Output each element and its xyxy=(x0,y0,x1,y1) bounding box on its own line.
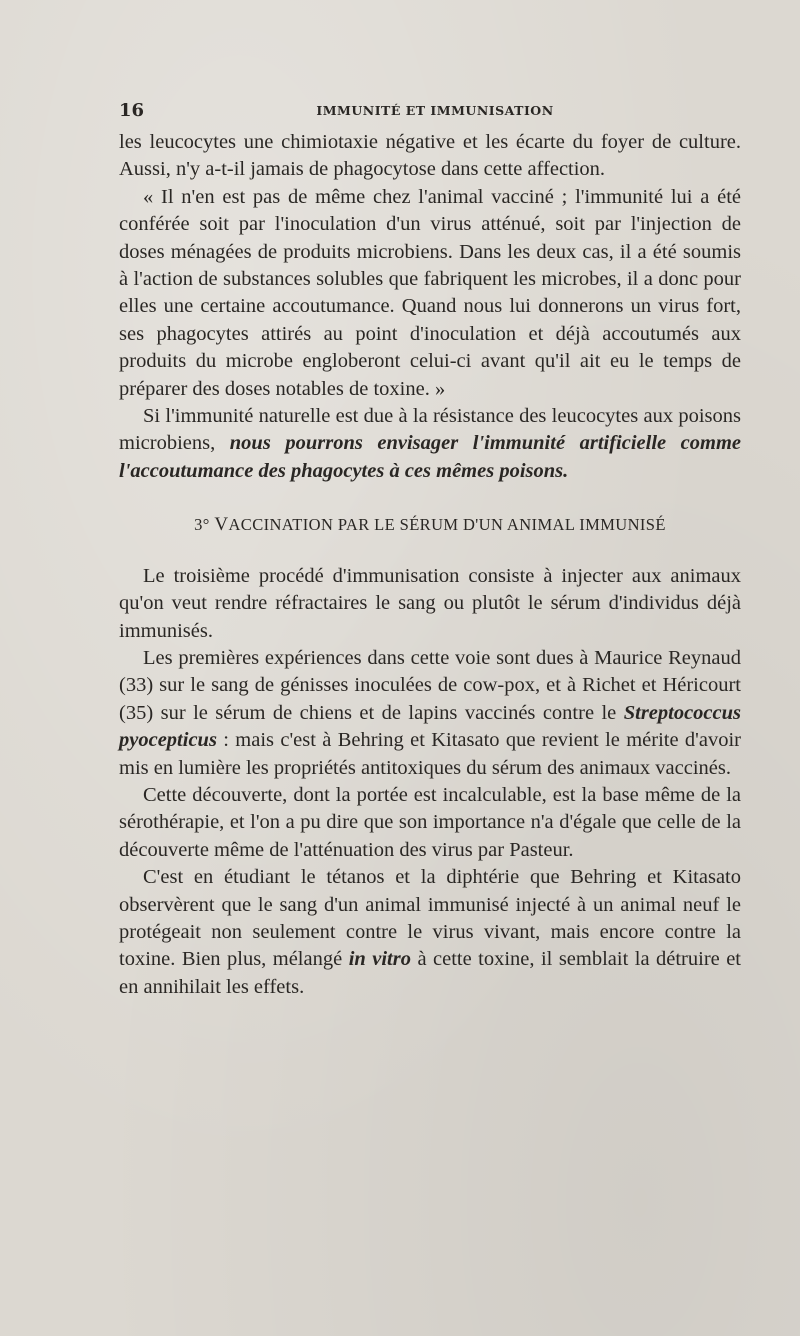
paragraph xyxy=(119,864,741,1001)
italic-text: nous pourrons envisager l'immunité artificielle comme l'accoutumance des phagocytes à ces mêmes poisons. xyxy=(119,432,741,482)
paragraph-text: C'est en étudiant le tétanos et la diphtérie que Behring et Kitasato observèrent que le sang d'un animal immunisé injecté à un animal neuf le protégeait non seulement contre le virus vivant, mais encore contre la toxine. Bien plus, mélangé xyxy=(119,866,741,971)
paragraph: Cette découverte, dont la portée est incalculable, est la base même de la sérothérapie, et l'on a pu dire que son importance n'a d'égale que celle de la découverte même de l'atténuation des virus par Pasteur. xyxy=(119,783,741,861)
paragraph-text: à cette toxine, il semblait la détruire et en annihilait les effets. xyxy=(119,948,741,998)
page-body xyxy=(119,129,741,1001)
running-title: IMMUNITÉ ET IMMUNISATION xyxy=(316,103,554,118)
italic-text: Streptococcus pyocepticus xyxy=(119,701,742,752)
paragraph-text: Si l'immunité naturelle est due à la résistance des leucocytes aux poisons microbiens, xyxy=(119,405,741,455)
page-number: 16 xyxy=(119,100,145,121)
paragraph: les leucocytes une chimiotaxie négative et les écarte du foyer de culture. Aussi, n'y a-t-il jamais de phagocytose dans cette affection. xyxy=(119,131,741,181)
page-header xyxy=(119,100,741,122)
paragraph xyxy=(119,403,741,485)
section-number: 3° xyxy=(194,515,210,535)
section-heading xyxy=(119,511,741,538)
paragraph-text: : mais c'est à Behring et Kitasato que revient le mérite d'avoir mis en lumière les propriétés antitoxiques du sérum des animaux vaccinés. xyxy=(119,729,741,779)
italic-text: in vitro xyxy=(348,948,411,971)
paragraph-text: Les premières expériences dans cette voie sont dues à Maurice Reynaud (33) sur le sang de génisses inoculées de cow-pox, et à Richet et Héricourt (35) sur le sérum de chiens et de lapins vaccinés contre le xyxy=(119,646,741,724)
paragraph xyxy=(119,645,741,782)
section-title-rest: ACCINATION PAR LE SÉRUM D'UN ANIMAL IMMUNISÉ xyxy=(228,515,666,535)
quoted-paragraph: « Il n'en est pas de même chez l'animal vacciné ; l'immunité lui a été conférée soit par l'inoculation d'un virus atténué, soit par l'injection de doses ménagées de produits microbiens. Dans les deux cas, il a été soumis à l'action de substances solubles que fabriquent les microbes, il a donc pour elles une certaine accoutumance. Quand nous lui donnerons un virus fort, ses phagocytes attirés au point d'inoculation et déjà accoutumés aux produits du microbe engloberont celui-ci avant qu'il ait eu le temps de préparer des doses notables de toxine. » xyxy=(119,185,741,400)
section-title-initial: V xyxy=(214,514,229,536)
paragraph: Le troisième procédé d'immunisation consiste à injecter aux animaux qu'on veut rendre réfractaires le sang ou plutôt le sérum d'individus déjà immunisés. xyxy=(119,564,741,642)
